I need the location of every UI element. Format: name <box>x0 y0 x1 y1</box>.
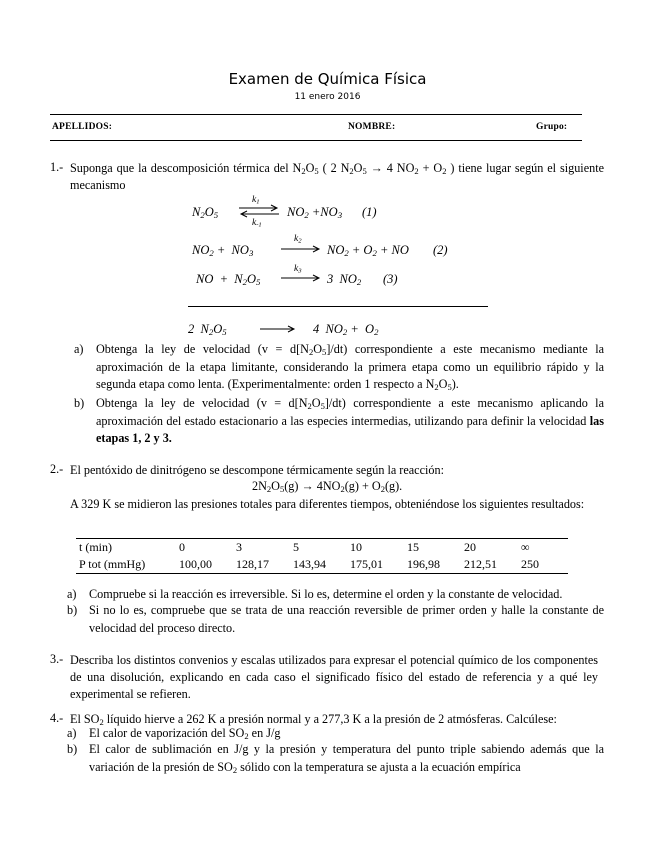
q2-item-b-marker: b) <box>67 603 78 617</box>
q4-item-b: b) El calor de sublimación en J/g y la presión y temperatura del punto triple sabiendo además que la variación de la presión de $SO_2$ sólido con la temperatura se ajusta a la ecuación empírica <box>67 742 604 775</box>
q1-text: Suponga que la descomposición térmica del $N_2O_5$ ( 2 $N_2O_5 \to 4$ $NO_2 + O_2$ ) tiene lugar según el siguiente mecanismo <box>70 161 604 192</box>
q2-text: A 329 K se midieron las presiones totales para diferentes tiempos, obteniéndose los siguientes resultados: <box>70 497 585 511</box>
table-cell: 175,01 <box>347 556 404 574</box>
table-cell: ∞ <box>518 539 568 557</box>
q2-intro: El pentóxido de dinitrógeno se descompone térmicamente según la reacción: <box>70 463 444 477</box>
table-cell: 250 <box>518 556 568 574</box>
table-cell: P tot (mmHg) <box>76 556 176 574</box>
header-bottom-rule <box>50 140 582 141</box>
mechanism-sum-rule <box>188 306 488 307</box>
table-cell: 0 <box>176 539 233 557</box>
q4-item-a-marker: a) <box>67 726 77 740</box>
step1-k-forward: $k_1$ <box>252 195 260 206</box>
step1-products: $NO_2 +NO_3$ <box>287 205 343 221</box>
table-cell: 196,98 <box>404 556 461 574</box>
q1-item-b-bold: las etapas 1, 2 y 3. <box>96 413 604 445</box>
step2-reactants: $NO_2 + NO_3$ <box>192 243 254 259</box>
q3-text: Describa los distintos convenios y escalas utilizados para expresar el potencial químico de los componentes de una disolución, explicando en cada caso el significado físico del estado de referencia y a qué ley experimental se refieren. <box>70 653 598 701</box>
overall-reactant: 2 $N_2O_5$ <box>188 322 227 338</box>
step3-k: $k_3$ <box>294 264 302 275</box>
q2-item-b <box>67 602 604 637</box>
table-cell: 10 <box>347 539 404 557</box>
pressure-time-table <box>76 538 568 574</box>
header-top-rule <box>50 114 582 115</box>
q1-item-a-marker: a) <box>74 342 84 356</box>
step1-label: (1) <box>362 205 377 219</box>
step3-products: 3 $NO_2$ <box>327 272 362 288</box>
q1-item-b-marker: b) <box>74 396 85 410</box>
overall-products: 4 $NO_2 + O_2$ <box>313 322 379 338</box>
q1-item-a: a) Obtenga la ley de velocidad $(v = d[N_2O_5]/dt)$ correspondiente a este mecanismo mediante la aproximación de la etapa limitante, considerando la primera etapa como un equilibrio rápido y la segunda etapa como lenta. (Experimentalmente: orden 1 respecto a $N_2O_5$). <box>74 342 604 393</box>
q4-number: 4.- <box>50 711 64 725</box>
q1-number: 1.- <box>50 160 64 174</box>
table-cell: 20 <box>461 539 518 557</box>
q2-number: 2.- <box>50 462 64 476</box>
q2-item-a-marker: a) <box>67 587 77 601</box>
table-cell: 15 <box>404 539 461 557</box>
q4-item-b-marker: b) <box>67 742 78 756</box>
step3-label: (3) <box>383 272 398 286</box>
table-cell: t (min) <box>76 539 176 557</box>
grupo-label: Grupo: <box>536 122 568 132</box>
apellidos-label: APELLIDOS: <box>52 122 113 132</box>
q2-item-a <box>67 586 604 604</box>
step2-k: $k_2$ <box>294 234 302 245</box>
q1-item-b: b) Obtenga la ley de velocidad $(v = d[N_2O_5]/dt)$ correspondiente a este mecanismo aplicando la aproximación del estado estacionario a las especies intermedias, utilizando para definir la velocidad las etapas 1, 2 y 3. <box>74 396 604 445</box>
q4-item-a: a) El calor de vaporización del $SO_2$ en J/g <box>67 726 281 742</box>
table-cell: 143,94 <box>290 556 347 574</box>
q2-item-b-text: Si no lo es, compruebe que se trata de una reacción reversible de primer orden y halle la constante de velocidad del proceso directo. <box>89 603 604 635</box>
table-cell: 212,51 <box>461 556 518 574</box>
table-cell: 5 <box>290 539 347 557</box>
table-row <box>76 539 568 557</box>
nombre-label: NOMBRE: <box>348 122 396 132</box>
q2-item-a-text: Compruebe si la reacción es irreversible. Si lo es, determine el orden y la constante de velocidad. <box>89 587 563 601</box>
q2-reaction: $2N_2O_5(g) \to 4NO_2(g) + O_2(g)$. <box>252 479 403 495</box>
arrow-right-icon <box>258 320 298 336</box>
table-cell: 128,17 <box>233 556 290 574</box>
step2-label: (2) <box>433 243 448 257</box>
table-row <box>76 556 568 574</box>
step1-reactant: $N_2O_5$ <box>192 205 219 221</box>
q3-number: 3.- <box>50 652 64 666</box>
step3-reactants: NO + $N_2O_5$ <box>196 272 261 288</box>
table-cell: 100,00 <box>176 556 233 574</box>
exam-date: 11 enero 2016 <box>294 92 361 102</box>
step2-products: $NO_2 + O_2$ + NO <box>327 243 409 259</box>
exam-title: Examen de Química Física <box>228 70 427 88</box>
q4-text: El $SO_2$ líquido hierve a 262 K a presión normal y a 277,3 K a la presión de 2 atmósferas. Calcúlese: <box>70 712 557 728</box>
step1-k-reverse: $k_{-1}$ <box>252 218 262 229</box>
table-cell: 3 <box>233 539 290 557</box>
